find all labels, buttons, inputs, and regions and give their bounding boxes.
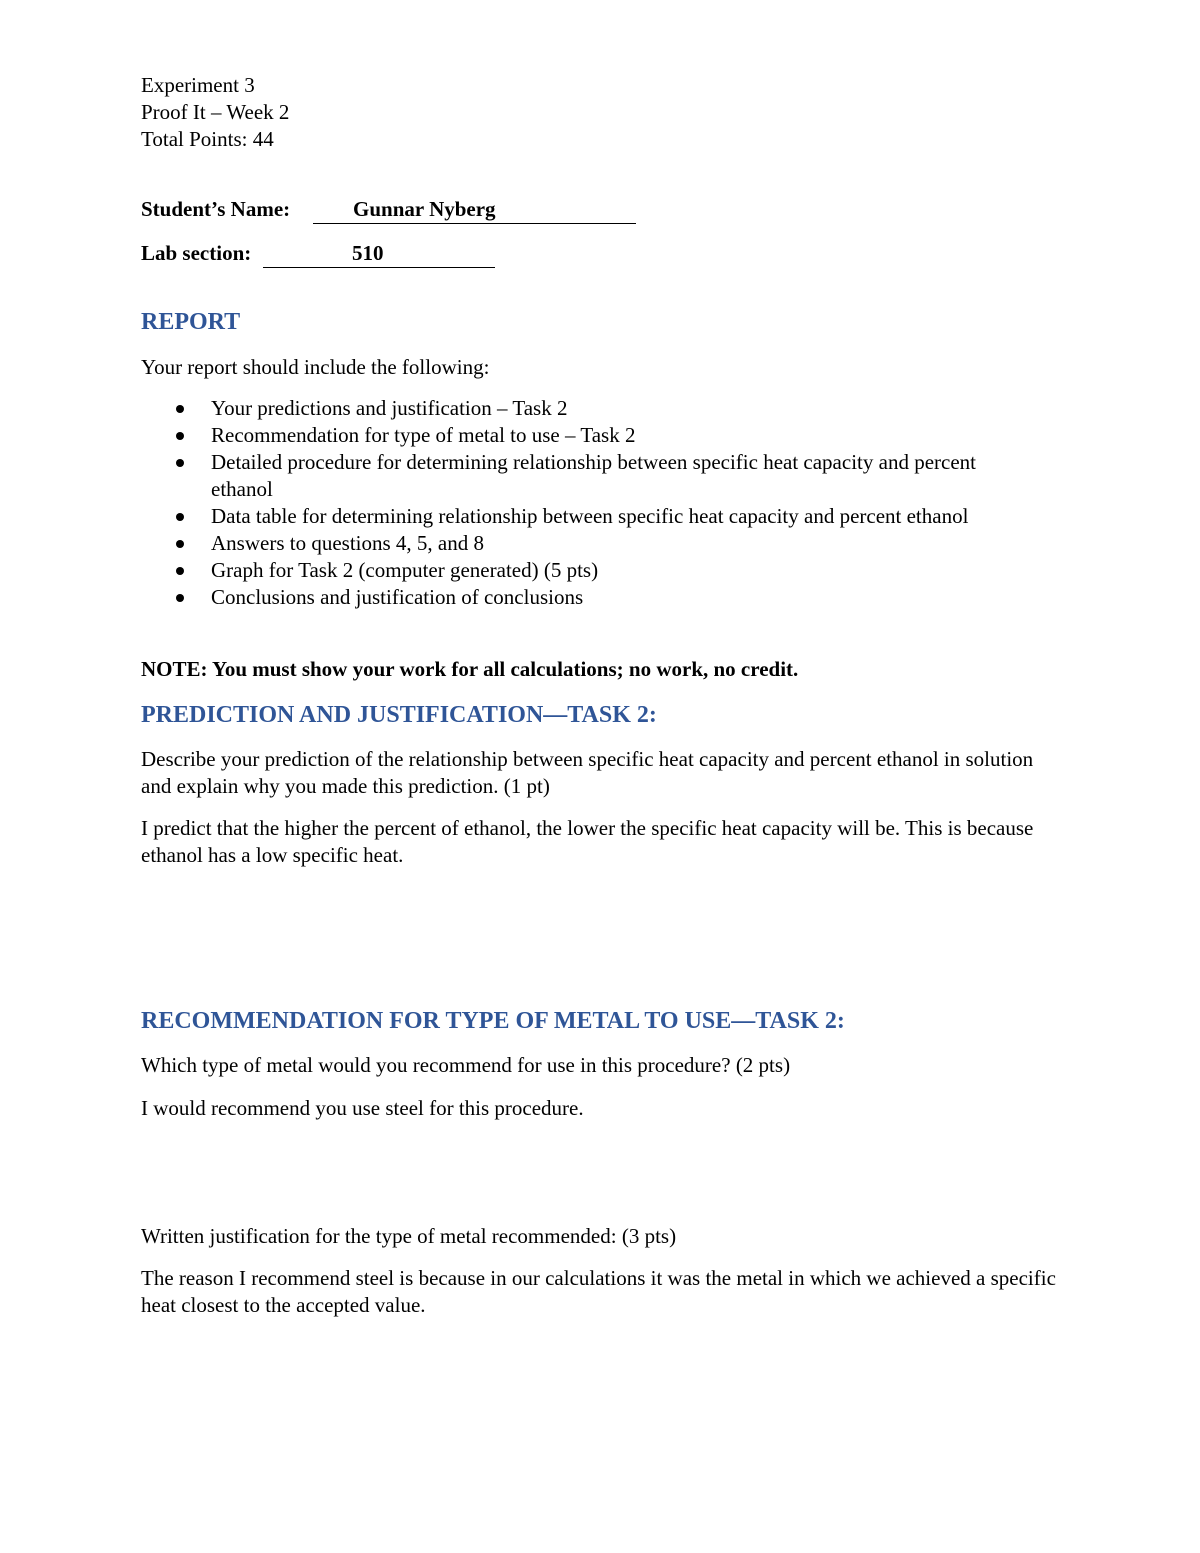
report-requirements-list	[141, 395, 1021, 611]
bullet-icon	[176, 594, 184, 602]
list-item	[141, 557, 1021, 584]
justification-question: Written justification for the type of metal recommended: (3 pts)	[141, 1224, 677, 1248]
list-item-text: Data table for determining relationship between specific heat capacity and percent ethanol	[211, 504, 969, 528]
list-item	[141, 449, 1021, 503]
recommendation-question: Which type of metal would you recommend for use in this procedure? (2 pts)	[141, 1053, 791, 1077]
bullet-icon	[176, 567, 184, 575]
justification-answer: The reason I recommend steel is because in our calculations it was the metal in which we achieved a specific heat closest to the accepted value.	[141, 1266, 1056, 1317]
report-intro: Your report should include the following:	[141, 355, 490, 379]
student-name-label: Student’s Name:	[141, 197, 291, 221]
list-item-text: Answers to questions 4, 5, and 8	[211, 531, 484, 555]
list-item	[141, 584, 1021, 611]
lab-section-label: Lab section:	[141, 241, 252, 265]
report-heading: REPORT	[141, 309, 241, 335]
bullet-icon	[176, 432, 184, 440]
calculation-note: NOTE: You must show your work for all calculations; no work, no credit.	[141, 657, 799, 681]
proof-week: Proof It – Week 2	[141, 100, 290, 124]
bullet-icon	[176, 459, 184, 467]
list-item-text: Graph for Task 2 (computer generated) (5 pts)	[211, 558, 599, 582]
list-item-text: Recommendation for type of metal to use – Task 2	[211, 423, 636, 447]
prediction-heading: PREDICTION AND JUSTIFICATION—TASK 2:	[141, 702, 657, 728]
student-name-value: Gunnar Nyberg	[313, 196, 636, 224]
recommendation-answer: I would recommend you use steel for this procedure.	[141, 1096, 584, 1120]
list-item-text: Detailed procedure for determining relationship between specific heat capacity and percent ethanol	[211, 450, 976, 501]
list-item	[141, 395, 1021, 422]
list-item-text: Conclusions and justification of conclusions	[211, 585, 584, 609]
bullet-icon	[176, 405, 184, 413]
recommendation-heading: RECOMMENDATION FOR TYPE OF METAL TO USE—TASK 2:	[141, 1008, 845, 1034]
total-points: Total Points: 44	[141, 127, 274, 151]
list-item	[141, 503, 1021, 530]
bullet-icon	[176, 513, 184, 521]
list-item	[141, 530, 1021, 557]
prediction-answer: I predict that the higher the percent of ethanol, the lower the specific heat capacity will be. This is because ethanol has a low specific heat.	[141, 816, 1034, 867]
list-item-text: Your predictions and justification – Task 2	[211, 396, 568, 420]
bullet-icon	[176, 540, 184, 548]
experiment-title: Experiment 3	[141, 73, 255, 97]
list-item	[141, 422, 1021, 449]
prediction-question: Describe your prediction of the relationship between specific heat capacity and percent ethanol in solution and explain why you made this prediction. (1 pt)	[141, 747, 1034, 798]
lab-section-value: 510	[263, 240, 495, 268]
